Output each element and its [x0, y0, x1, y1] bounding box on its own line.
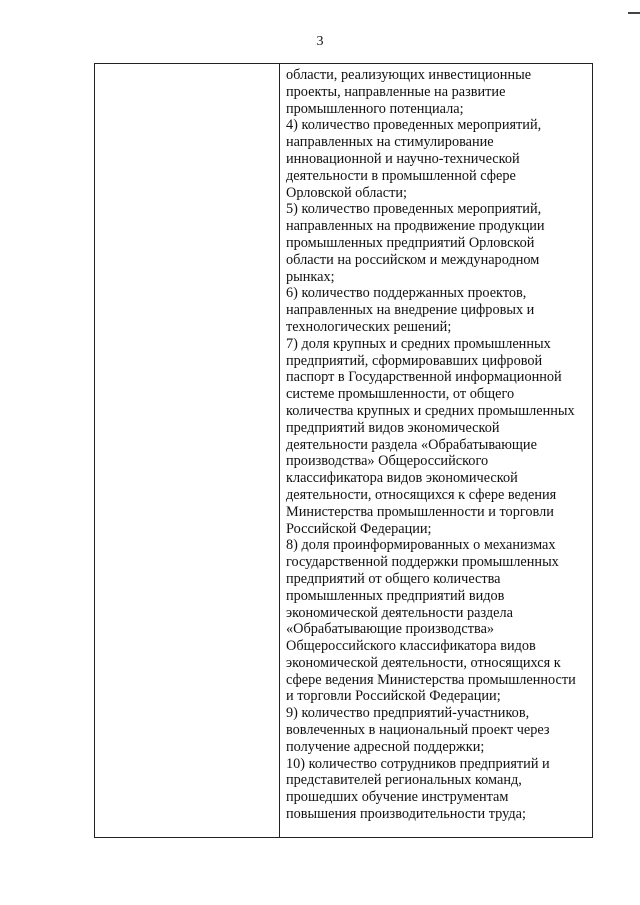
text-line: деятельности раздела «Обрабатывающие [286, 436, 537, 453]
text-line: и торговли Российской Федерации; [286, 688, 501, 705]
text-line: направленных на продвижение продукции [286, 218, 545, 235]
text-line: деятельности, относящихся к сфере ведения [286, 486, 557, 503]
text-line: экономической деятельности, относящихся к [286, 654, 561, 671]
text-line: повышения производительности труда; [286, 806, 526, 823]
text-line: Министерства промышленности и торговли [286, 503, 554, 520]
text-line: 5) количество проведенных мероприятий, [286, 201, 542, 218]
text-line: экономической деятельности раздела [286, 604, 513, 621]
text-line: 10) количество сотрудников предприятий и [286, 755, 550, 772]
text-line: получение адресной поддержки; [286, 738, 485, 755]
text-line: Орловской области; [286, 184, 407, 201]
text-line: Общероссийского классификатора видов [286, 638, 536, 655]
text-line: деятельности в промышленной сфере [286, 167, 516, 184]
text-line: прошедших обучение инструментам [286, 789, 509, 806]
text-line: 8) доля проинформированных о механизмах [286, 537, 556, 554]
scan-edge-mark [628, 12, 640, 14]
table-column-divider [279, 64, 280, 837]
text-line: проекты, направленные на развитие [286, 83, 506, 100]
text-line: 4) количество проведенных мероприятий, [286, 117, 542, 134]
page-number: 3 [316, 34, 324, 49]
text-line: технологических решений; [286, 318, 452, 335]
text-line: вовлеченных в национальный проект через [286, 722, 550, 739]
text-line: количества крупных и средних промышленных [286, 402, 575, 419]
text-line: «Обрабатывающие производства» [286, 621, 495, 638]
text-line: производства» Общероссийского [286, 453, 489, 470]
text-line: системе промышленности, от общего [286, 386, 515, 403]
text-line: классификатора видов экономической [286, 470, 518, 487]
text-line: 9) количество предприятий-участников, [286, 705, 530, 722]
text-line: 6) количество поддержанных проектов, [286, 285, 527, 302]
text-line: предприятий видов экономической [286, 419, 500, 436]
document-table [94, 63, 593, 838]
text-line: Российской Федерации; [286, 520, 432, 537]
text-line: 7) доля крупных и средних промышленных [286, 335, 551, 352]
text-line: направленных на внедрение цифровых и [286, 302, 535, 319]
text-line: промышленных предприятий видов [286, 587, 505, 604]
text-line: промышленных предприятий Орловской [286, 234, 535, 251]
text-line: предприятий, сформировавших цифровой [286, 352, 543, 369]
table-cell-indicators [286, 67, 590, 823]
text-line: промышленного потенциала; [286, 100, 464, 117]
text-line: области, реализующих инвестиционные [286, 67, 532, 83]
text-line: области на российском и международном [286, 251, 540, 268]
text-line: направленных на стимулирование [286, 134, 494, 151]
text-line: предприятий от общего количества [286, 570, 501, 587]
text-line: паспорт в Государственной информационной [286, 369, 562, 386]
text-line: государственной поддержки промышленных [286, 554, 559, 571]
text-line: инновационной и научно-технической [286, 150, 520, 167]
text-line: рынках; [286, 268, 335, 285]
text-line: представителей региональных команд, [286, 772, 522, 789]
text-line: сфере ведения Министерства промышленности [286, 671, 576, 688]
